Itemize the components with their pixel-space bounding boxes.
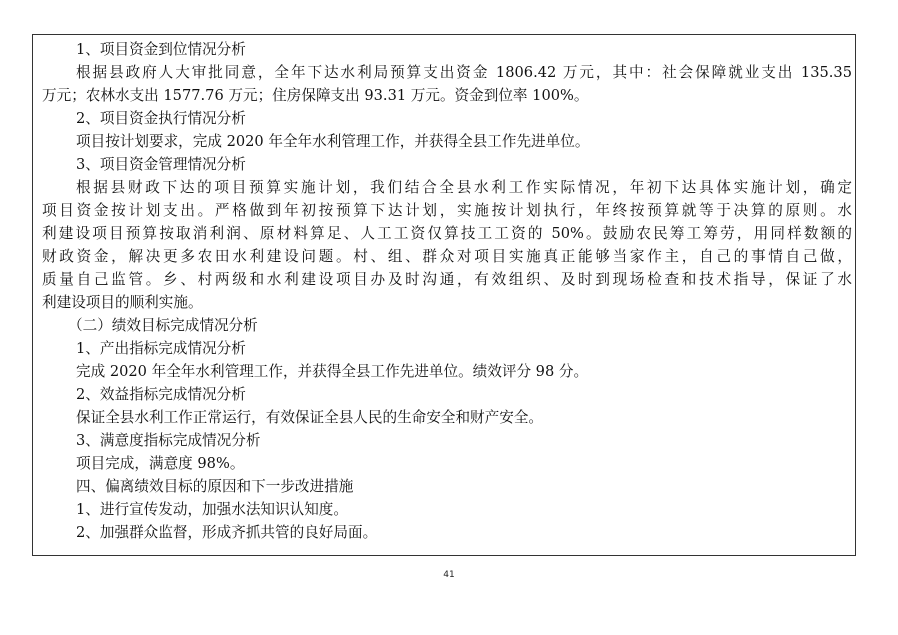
paragraph-output-indicators: 完成 2020 年全年水利管理工作，并获得全县工作先进单位。绩效评分 98 分。 <box>76 363 589 380</box>
heading-output-indicators: 1、产出指标完成情况分析 <box>76 340 246 357</box>
document-body <box>42 38 852 544</box>
heading-satisfaction-indicators: 3、满意度指标完成情况分析 <box>76 432 261 449</box>
heading-fund-execution: 2、项目资金执行情况分析 <box>76 110 246 127</box>
list-item-improvement-2: 2、加强群众监督，形成齐抓共管的良好局面。 <box>76 524 378 541</box>
paragraph-benefit-indicators: 保证全县水利工作正常运行，有效保证全县人民的生命安全和财产安全。 <box>76 409 544 426</box>
paragraph-fund-management-line-2: 项目资金按计划支出。严格做到年初按预算下达计划，实施按计划执行，年终按预算就等于决算的原则。水 <box>42 202 852 219</box>
paragraph-fund-management-line-5: 质量自己监管。乡、村两级和水利建设项目办及时沟通，有效组织、及时到现场检查和技术指导，保证了水 <box>42 271 852 288</box>
paragraph-fund-management-line-6: 利建设项目的顺利实施。 <box>42 294 203 311</box>
heading-fund-arrival: 1、项目资金到位情况分析 <box>76 41 246 58</box>
heading-performance-goals: （二）绩效目标完成情况分析 <box>68 317 258 334</box>
heading-deviation-reasons: 四、偏离绩效目标的原因和下一步改进措施 <box>76 478 354 495</box>
paragraph-fund-management-line-3: 利建设项目预算按取消利润、原材料算足、人工工资仅算技工工资的 50%。鼓励农民筹工筹劳，用同样数额的 <box>42 225 852 242</box>
paragraph-fund-execution: 项目按计划要求，完成 2020 年全年水利管理工作，并获得全县工作先进单位。 <box>76 133 590 150</box>
paragraph-fund-management-line-1: 根据县财政下达的项目预算实施计划，我们结合全县水利工作实际情况，年初下达具体实施计划，确定 <box>76 179 852 196</box>
heading-fund-management: 3、项目资金管理情况分析 <box>76 156 246 173</box>
paragraph-fund-management-line-4: 财政资金，解决更多农田水利建设问题。村、组、群众对项目实施真正能够当家作主，自己的事情自己做， <box>42 248 852 265</box>
list-item-improvement-1: 1、进行宣传发动，加强水法知识认知度。 <box>76 501 348 518</box>
paragraph-fund-arrival-line-2: 万元；农林水支出 1577.76 万元；住房保障支出 93.31 万元。资金到位率 100%。 <box>42 87 589 104</box>
paragraph-satisfaction-indicators: 项目完成，满意度 98%。 <box>76 455 245 472</box>
paragraph-fund-arrival-line-1: 根据县政府人大审批同意，全年下达水利局预算支出资金 1806.42 万元，其中：社会保障就业支出 135.35 <box>76 64 852 81</box>
heading-benefit-indicators: 2、效益指标完成情况分析 <box>76 386 246 403</box>
page-number: 41 <box>443 570 455 580</box>
